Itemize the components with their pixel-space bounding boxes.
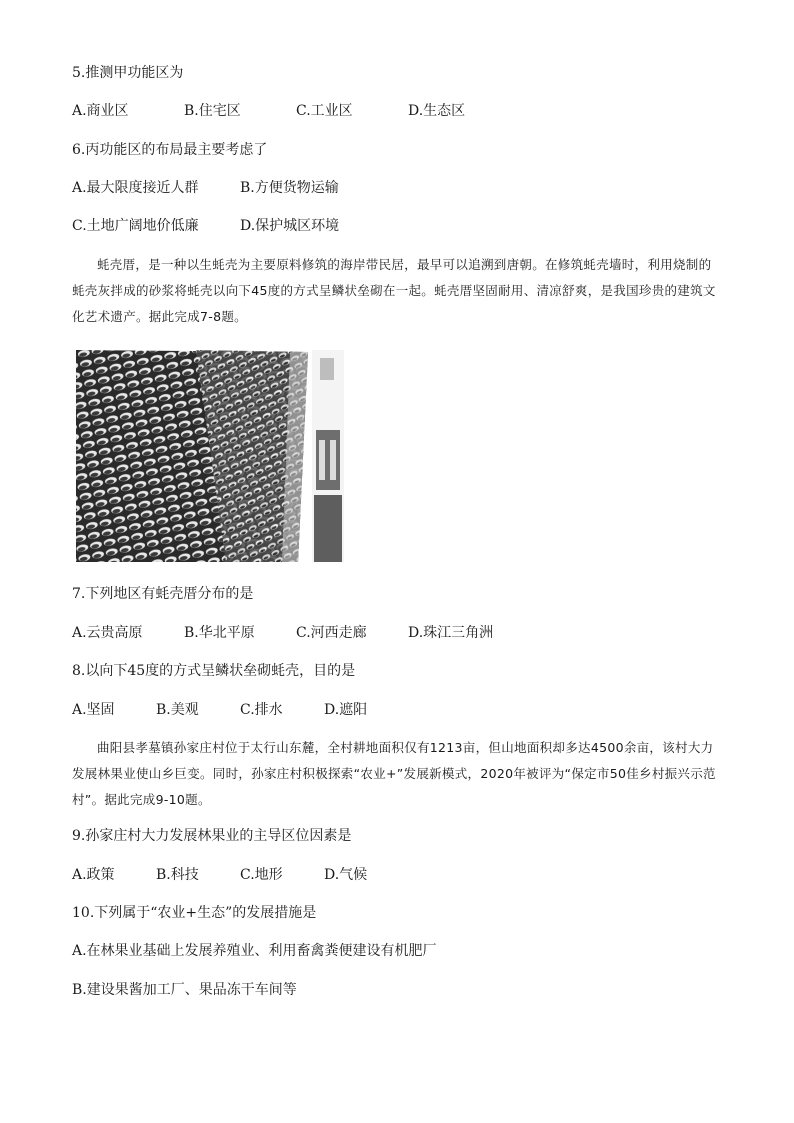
question-6-stem: 6.丙功能区的布局最主要考虑了 [72,142,268,158]
passage-oyster-shell-house: 蚝壳厝，是一种以生蚝壳为主要原料修筑的海岸带民居，最早可以追溯到唐朝。在修筑蚝壳墙时，利用烧制的蚝壳灰拌成的砂浆将蚝壳以向下45度的方式呈鳞状垒砌在一起。蚝壳厝坚固耐用、清凉舒爽，是我国珍贵的建筑文化艺术遗产。据此完成7-8题。 [72,257,716,324]
option-b: B.住宅区 [184,103,241,119]
option-b: B.美观 [156,702,199,718]
option-d: D.珠江三角洲 [408,625,494,641]
option-a: A.最大限度接近人群 [72,180,199,196]
question-10-stem: 10.下列属于“农业+生态”的发展措施是 [72,905,317,921]
option-c: C.排水 [240,702,283,718]
option-b: B.华北平原 [184,625,255,641]
option-d: D.生态区 [408,103,466,119]
option-a: A.云贵高原 [72,625,143,641]
option-c: C.河西走廊 [296,625,367,641]
question-9-stem: 9.孙家庄村大力发展林果业的主导区位因素是 [72,828,352,844]
option-d: D.保护城区环境 [240,218,340,234]
option-d: D.气候 [324,867,368,883]
question-10-option-b: B.建设果酱加工厂、果品冻干车间等 [72,982,297,998]
oyster-shell-wall-image [76,350,344,562]
question-7-stem: 7.下列地区有蚝壳厝分布的是 [72,586,254,602]
oyster-shell-wall-photo [76,350,344,562]
option-a: A.政策 [72,867,115,883]
option-a: A.商业区 [72,103,129,119]
question-8-stem: 8.以向下45度的方式呈鳞状垒砌蚝壳，目的是 [72,663,356,679]
question-5-stem: 5.推测甲功能区为 [72,65,184,81]
option-a: A.坚固 [72,702,115,718]
option-c: C.工业区 [296,103,353,119]
option-c: C.土地广阔地价低廉 [72,218,199,234]
option-d: D.遮阳 [324,702,368,718]
passage-sunjiazhuang-village: 曲阳县孝墓镇孙家庄村位于太行山东麓，全村耕地面积仅有1213亩，但山地面积却多达4500余亩，该村大力发展林果业使山乡巨变。同时，孙家庄村积极探索“农业+”发展新模式，2020年被评为“保定市50佳乡村振兴示范村”。据此完成9-10题。 [72,740,716,807]
option-b: B.方便货物运输 [240,180,339,196]
option-b: B.科技 [156,867,199,883]
option-c: C.地形 [240,867,283,883]
question-10-option-a: A.在林果业基础上发展养殖业、利用畜禽粪便建设有机肥厂 [72,943,437,959]
